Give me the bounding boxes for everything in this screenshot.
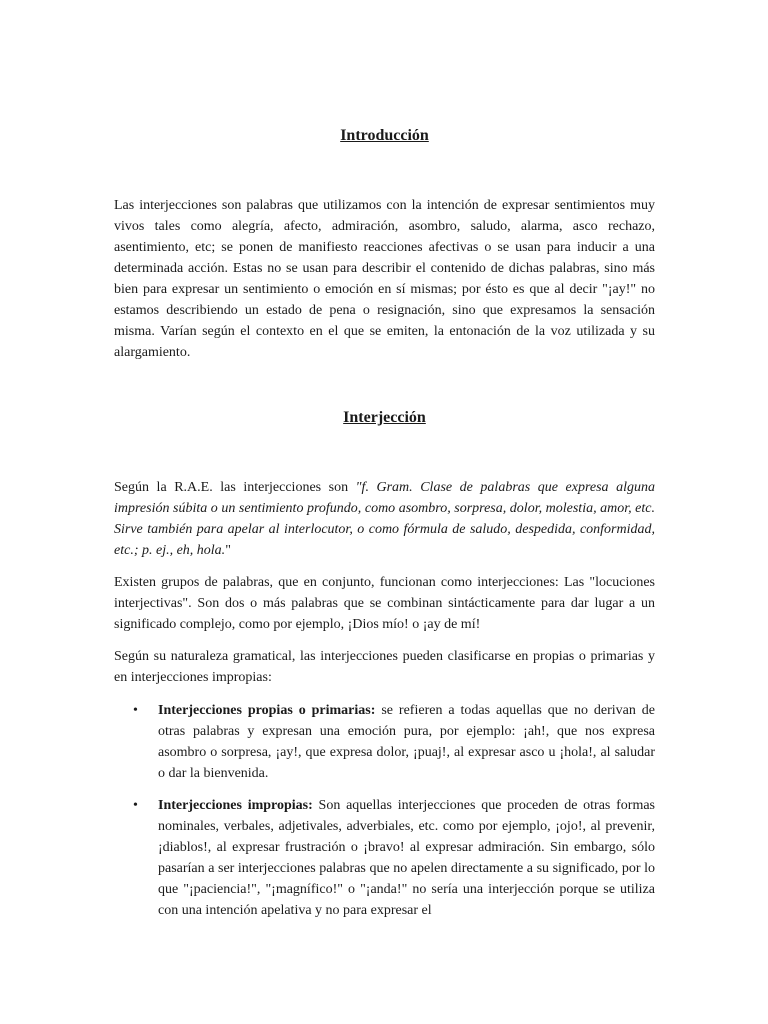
bullet-icon: • bbox=[133, 798, 138, 813]
grupos-paragraph: Existen grupos de palabras, que en conjunto, funcionan como interjecciones: Las "locuciones interjectivas". Son dos o más palabras que se combinan sintácticamente para dar lugar a un significado complejo, como por ejemplo, ¡Dios mío! o ¡ay de mí! bbox=[114, 575, 655, 632]
rae-definition: "f. Gram. Clase de palabras que expresa alguna impresión súbita o un sentimiento profundo, como asombro, sorpresa, dolor, molestia, amor, etc. Sirve también para apelar al interlocutor, o como fórmula de saludo, despedida, conformidad, etc.; p. ej., eh, hola. bbox=[114, 480, 655, 558]
heading-introduccion: Introducción bbox=[340, 127, 429, 144]
bullet-text: Son aquellas interjecciones que proceden de otras formas nominales, verbales, adjetivales, adverbiales, etc. como por ejemplo, ¡ojo!, al prevenir, ¡diablos!, al expresar frustración o ¡bravo! al expresar admiración. Sin embargo, sólo pasarían a ser interjecciones palabras que no apelen directamente a su significado, por lo que "¡paciencia!", "¡magnífico!" o "¡anda!" no sería una interjección porque se utiliza con una intención apelativa y no para expresar el bbox=[158, 798, 655, 918]
rae-close-quote: " bbox=[225, 543, 231, 558]
list-item bbox=[114, 795, 655, 921]
bullet-text: se refieren a todas aquellas que no derivan de otras palabras y expresan una emoción pura, por ejemplo: ¡ah!, que nos expresa asombro o sorpresa, ¡ay!, que expresa dolor, ¡puaj!, al expresar asco u ¡hola!, al saludar o dar la bienvenida. bbox=[158, 703, 655, 781]
rae-lead: Según la R.A.E. las interjecciones son bbox=[114, 480, 356, 495]
intro-paragraph: Las interjecciones son palabras que utilizamos con la intención de expresar sentimientos muy vivos tales como alegría, afecto, admiración, asombro, saludo, alarma, asco rechazo, asentimiento, etc; se ponen de manifiesto reacciones afectivas o se usan para inducir a una determinada acción. Estas no se usan para describir el contenido de dichas palabras, sino más bien para expresar un sentimiento o emoción en sí mismas; por ésto es que al decir "¡ay!" no estamos describiendo un estado de pena o resignación, sino que expresamos la sensación misma. Varían según el contexto en el que se emiten, la entonación de la voz utilizada y su alargamiento. bbox=[114, 198, 655, 360]
bullet-term: Interjecciones impropias: bbox=[158, 798, 313, 813]
list-item bbox=[114, 700, 655, 784]
bullet-icon: • bbox=[133, 703, 138, 718]
naturaleza-paragraph: Según su naturaleza gramatical, las interjecciones pueden clasificarse en propias o primarias y en interjecciones impropias: bbox=[114, 649, 655, 685]
heading-interjeccion: Interjección bbox=[343, 409, 426, 426]
bullet-term: Interjecciones propias o primarias: bbox=[158, 703, 376, 718]
interjection-types-list bbox=[114, 700, 655, 932]
rae-paragraph bbox=[114, 477, 655, 561]
